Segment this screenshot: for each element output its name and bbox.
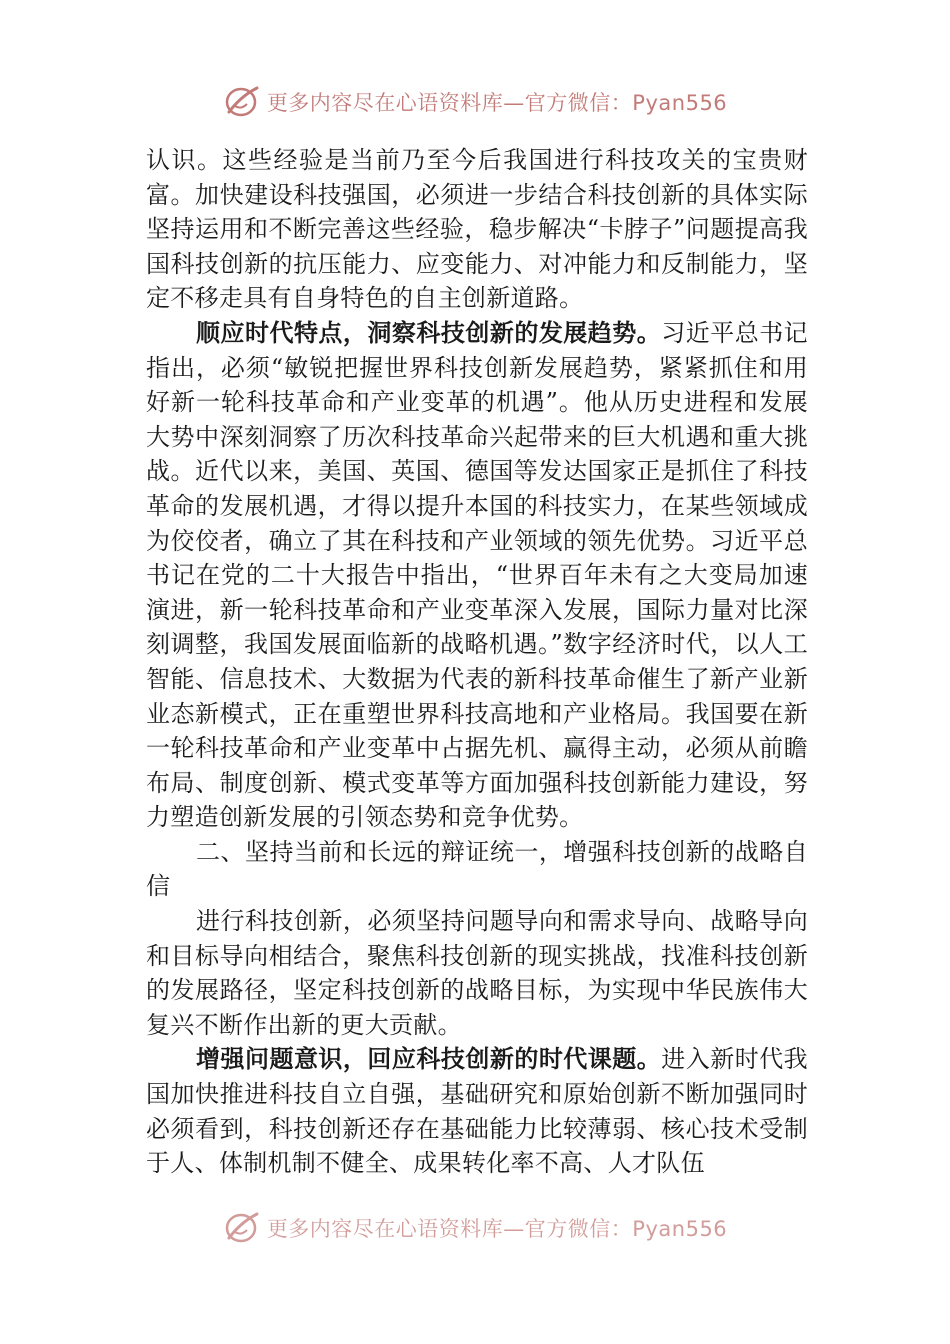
footer-watermark (0, 1208, 950, 1248)
paragraph-1-text: 认识。这些经验是当前乃至今后我国进行科技攻关的宝贵财富。加快建设科技强国，必须进一步结合科技创新的具体实际坚持运用和不断完善这些经验，稳步解决“卡脖子”问题提高我国科技创新的抗压能力、应变能力、对冲能力和反制能力，坚定不移走具有自身特色的自主创新道路。 (146, 146, 808, 313)
paragraph-4 (146, 1042, 808, 1180)
paragraph-1 (146, 143, 808, 316)
paragraph-4-lead: 增强问题意识，回应科技创新的时代课题。 (196, 1044, 662, 1074)
paragraph-3-text: 进行科技创新，必须坚持问题导向和需求导向、战略导向和目标导向相结合，聚焦科技创新的现实挑战，找准科技创新的发展路径，坚定科技创新的战略目标，为实现中华民族伟大复兴不断作出新的更大贡献。 (146, 907, 808, 1039)
paragraph-4-text: 进入新时代我国加快推进科技自立自强，基础研究和原始创新不断加强同时必须看到，科技创新还存在基础能力比较薄弱、核心技术受制于人、体制机制不健全、成果转化率不高、人才队伍 (146, 1045, 808, 1178)
section-heading-text: 二、坚持当前和长远的辩证统一，增强科技创新的战略自信 (146, 837, 808, 901)
pen-logo-icon (223, 1210, 263, 1246)
watermark-text: 更多内容尽在心语资料库—官方微信：Pyan556 (266, 91, 728, 115)
paragraph-2-text: 习近平总书记指出，必须“敏锐把握世界科技创新发展趋势，紧紧抓住和用好新一轮科技革命和产业变革的机遇”。他从历史进程和发展大势中深刻洞察了历次科技革命兴起带来的巨大机遇和重大挑战。近代以来，美国、英国、德国等发达国家正是抓住了科技革命的发展机遇，才得以提升本国的科技实力，在某些领域成为佼佼者，确立了其在科技和产业领域的领先优势。习近平总书记在党的二十大报告中指出，“世界百年未有之大变局加速演进，新一轮科技革命和产业变革深入发展，国际力量对比深刻调整，我国发展面临新的战略机遇。”数字经济时代，以人工智能、信息技术、大数据为代表的新科技革命催生了新产业新业态新模式，正在重塑世界科技高地和产业格局。我国要在新一轮科技革命和产业变革中占据先机、赢得主动，必须从前瞻布局、制度创新、模式变革等方面加强科技创新能力建设，努力塑造创新发展的引领态势和竞争优势。 (146, 318, 808, 832)
document-body (146, 143, 808, 1181)
paragraph-3 (146, 904, 808, 1042)
watermark-text: 更多内容尽在心语资料库—官方微信：Pyan556 (266, 1217, 728, 1241)
paragraph-2-lead: 顺应时代特点，洞察科技创新的发展趋势。 (196, 317, 662, 347)
paragraph-2 (146, 316, 808, 835)
header-watermark (0, 82, 950, 122)
section-heading (146, 835, 808, 904)
pen-logo-icon (223, 84, 263, 120)
